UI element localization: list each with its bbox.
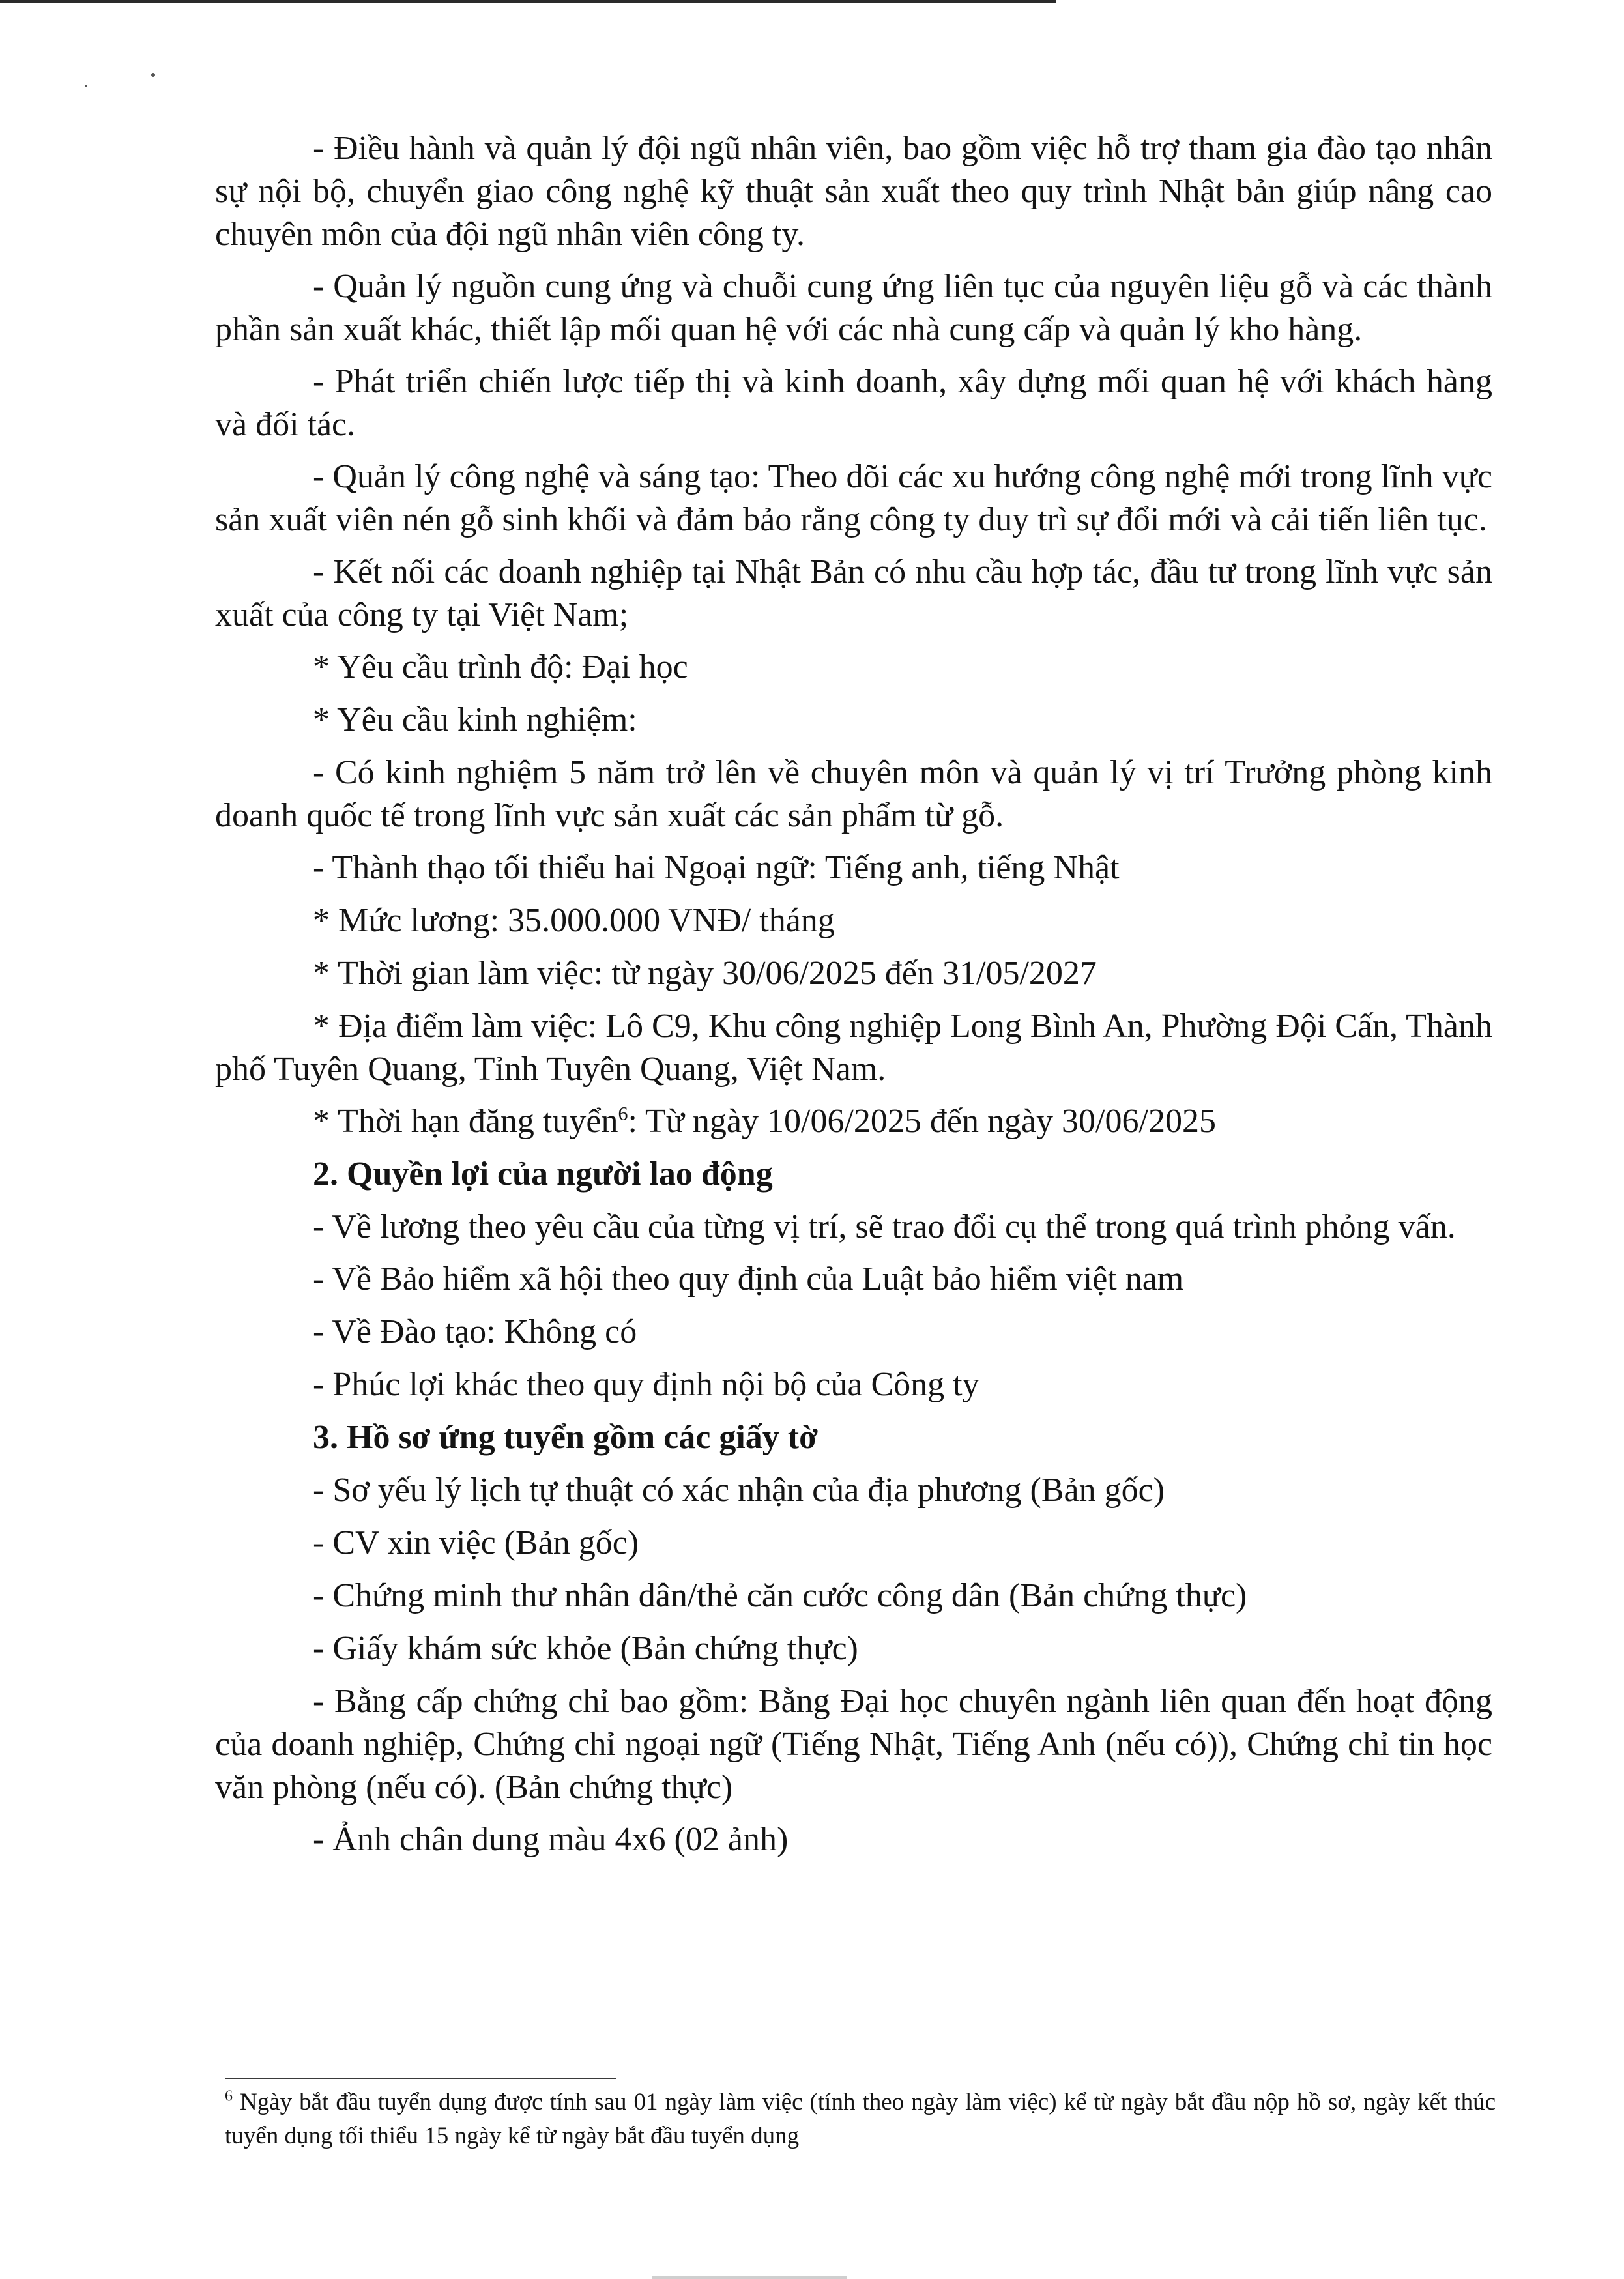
application-item: - Ảnh chân dung màu 4x6 (02 ảnh) [313, 1821, 789, 1858]
duty-paragraph: - Quản lý công nghệ và sáng tạo: Theo dõi các xu hướng công nghệ mới trong lĩnh vực sản xuất viên nén gỗ sinh khối và đảm bảo rằng công ty duy trì sự đổi mới và cải tiến liên tục. [215, 458, 1492, 538]
experience-requirement-label: * Yêu cầu kinh nghiệm: [313, 701, 637, 738]
application-item: - Giấy khám sức khỏe (Bản chứng thực) [313, 1630, 858, 1667]
scan-speck [85, 85, 87, 87]
duty-paragraph: - Kết nối các doanh nghiệp tại Nhật Bản có nhu cầu hợp tác, đầu tư trong lĩnh vực sản xuất của công ty tại Việt Nam; [215, 553, 1492, 633]
application-deadline [313, 1100, 1492, 1143]
deadline-dates: : Từ ngày 10/06/2025 đến ngày 30/06/2025 [628, 1103, 1216, 1140]
duty-paragraph: - Điều hành và quản lý đội ngũ nhân viên, bao gồm việc hỗ trợ tham gia đào tạo nhân sự nội bộ, chuyển giao công nghệ kỹ thuật sản xuất theo quy trình Nhật bản giúp nâng cao chuyên môn của đội ngũ nhân viên công ty. [215, 130, 1492, 253]
duty-paragraph: - Quản lý nguồn cung ứng và chuỗi cung ứng liên tục của nguyên liệu gỗ và các thành phần sản xuất khác, thiết lập mối quan hệ với các nhà cung cấp và quản lý kho hàng. [215, 268, 1492, 348]
benefits-heading: 2. Quyền lợi của người lao động [313, 1155, 773, 1193]
work-location: * Địa điểm làm việc: Lô C9, Khu công nghiệp Long Bình An, Phường Đội Cấn, Thành phố Tuyên Quang, Tỉnh Tuyên Quang, Việt Nam. [215, 1008, 1492, 1088]
deadline-label: * Thời hạn đăng tuyển [313, 1103, 618, 1140]
benefit-item: - Về Đào tạo: Không có [313, 1313, 637, 1350]
application-item: - Sơ yếu lý lịch tự thuật có xác nhận của địa phương (Bản gốc) [313, 1472, 1165, 1509]
salary: * Mức lương: 35.000.000 VNĐ/ tháng [313, 902, 835, 939]
footnote-reference: 6 [618, 1103, 628, 1125]
footnote-divider [225, 2078, 616, 2079]
education-requirement: * Yêu cầu trình độ: Đại học [313, 648, 688, 686]
benefit-item: - Phúc lợi khác theo quy định nội bộ của Công ty [313, 1366, 979, 1403]
scan-bottom-edge [652, 2276, 847, 2279]
footnote [225, 2085, 1496, 2153]
document-page [215, 127, 1492, 1871]
application-heading: 3. Hồ sơ ứng tuyển gồm các giấy tờ [313, 1419, 818, 1456]
experience-requirement-detail: - Có kinh nghiệm 5 năm trở lên về chuyên môn và quản lý vị trí Trưởng phòng kinh doanh quốc tế trong lĩnh vực sản xuất các sản phẩm từ gỗ. [215, 754, 1492, 834]
application-item: - CV xin việc (Bản gốc) [313, 1524, 639, 1561]
benefit-item: - Về lương theo yêu cầu của từng vị trí, sẽ trao đổi cụ thể trong quá trình phỏng vấn. [313, 1208, 1456, 1245]
application-item: - Chứng minh thư nhân dân/thẻ căn cước công dân (Bản chứng thực) [313, 1577, 1247, 1614]
footnote-number: 6 [225, 2087, 233, 2105]
scan-top-edge [0, 0, 1056, 3]
application-item: - Bằng cấp chứng chỉ bao gồm: Bằng Đại học chuyên ngành liên quan đến hoạt động của doanh nghiệp, Chứng chỉ ngoại ngữ (Tiếng Nhật, Tiếng Anh (nếu có)), Chứng chỉ tin học văn phòng (nếu có). (Bản chứng thực) [215, 1683, 1492, 1806]
duty-paragraph: - Phát triển chiến lược tiếp thị và kinh doanh, xây dựng mối quan hệ với khách hàng và đối tác. [215, 363, 1492, 443]
work-period: * Thời gian làm việc: từ ngày 30/06/2025 đến 31/05/2027 [313, 955, 1097, 992]
benefit-item: - Về Bảo hiểm xã hội theo quy định của Luật bảo hiểm việt nam [313, 1260, 1184, 1298]
scan-speck [151, 73, 155, 77]
footnote-text: Ngày bắt đầu tuyển dụng được tính sau 01 ngày làm việc (tính theo ngày làm việc) kể từ ngày bắt đầu nộp hồ sơ, ngày kết thúc tuyển dụng tối thiểu 15 ngày kể từ ngày bắt đầu tuyển dụng [225, 2089, 1496, 2149]
language-requirement: - Thành thạo tối thiểu hai Ngoại ngữ: Tiếng anh, tiếng Nhật [313, 849, 1120, 886]
